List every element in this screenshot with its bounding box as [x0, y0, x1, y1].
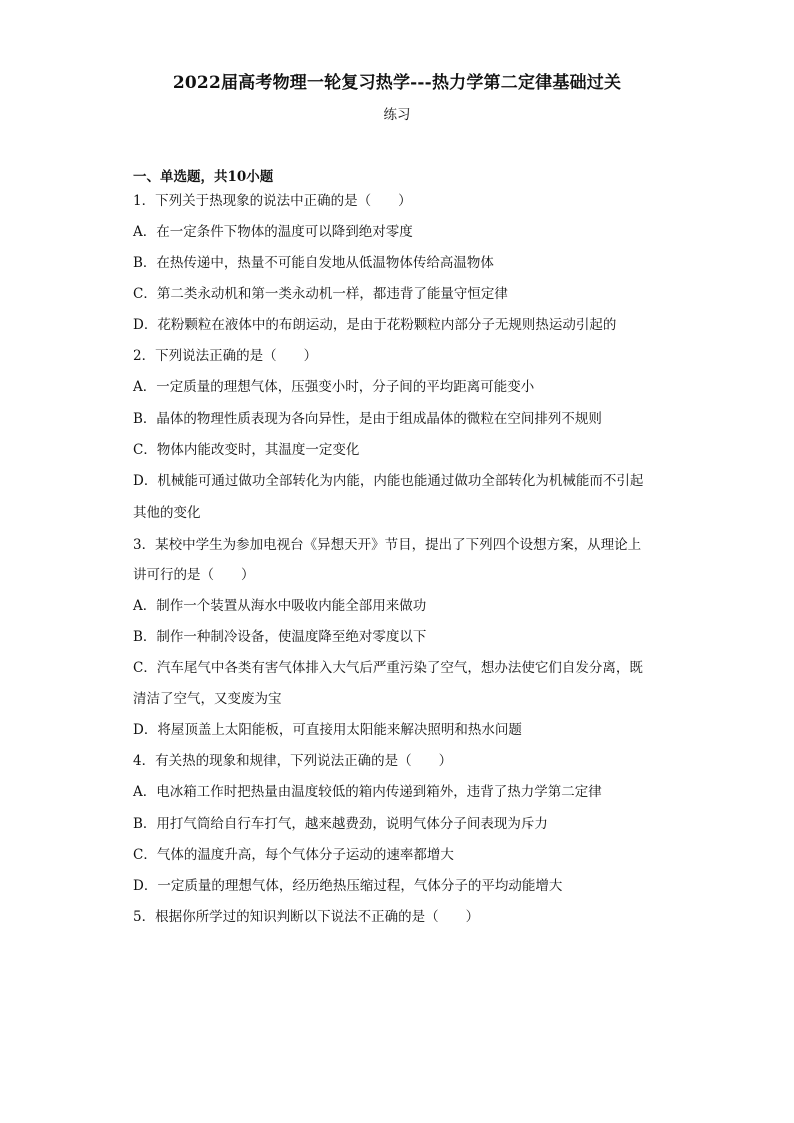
question-1-option-d: D．花粉颗粒在液体中的布朗运动，是由于花粉颗粒内部分子无规则热运动引起的 [133, 317, 617, 333]
question-3-stem-line-2: 讲可行的是（ ） [133, 567, 255, 583]
question-4-option-c: C．气体的温度升高，每个气体分子运动的速率都增大 [133, 847, 454, 863]
question-3-stem-line-1: 3．某校中学生为参加电视台《异想天开》节目，提出了下列四个设想方案，从理论上 [133, 537, 642, 553]
question-3-option-c-line-2: 清洁了空气，又变废为宝 [133, 691, 282, 707]
question-2-option-d-line-1: D．机械能可通过做功全部转化为内能，内能也能通过做功全部转化为机械能而不引起 [133, 473, 644, 489]
question-5-stem-line-1: 5．根据你所学过的知识判断以下说法不正确的是（ ） [133, 909, 480, 925]
question-3-option-a: A．制作一个装置从海水中吸收内能全部用来做功 [133, 598, 427, 614]
question-2-option-d-line-2: 其他的变化 [133, 505, 201, 521]
question-1-option-b: B．在热传递中，热量不可能自发地从低温物体传给高温物体 [133, 255, 494, 271]
question-1-option-c: C．第二类永动机和第一类永动机一样，都违背了能量守恒定律 [133, 286, 508, 302]
question-4-option-d: D．一定质量的理想气体，经历绝热压缩过程，气体分子的平均动能增大 [133, 878, 563, 894]
question-2-stem-line-1: 2．下列说法正确的是（ ） [133, 348, 318, 364]
question-2-option-b: B．晶体的物理性质表现为各向异性，是由于组成晶体的微粒在空间排列不规则 [133, 411, 602, 427]
question-3-option-b: B．制作一种制冷设备，使温度降至绝对零度以下 [133, 629, 427, 645]
question-4-option-b: B．用打气筒给自行车打气，越来越费劲，说明气体分子间表现为斥力 [133, 816, 548, 832]
section-heading: 一、单选题，共10小题 [133, 169, 274, 185]
document-subtitle: 练习 [383, 107, 411, 123]
question-2-option-c: C．物体内能改变时，其温度一定变化 [133, 442, 360, 458]
question-1-stem-line-1: 1．下列关于热现象的说法中正确的是（ ） [133, 193, 412, 209]
question-4-option-a: A．电冰箱工作时把热量由温度较低的箱内传递到箱外，违背了热力学第二定律 [133, 784, 602, 800]
document-title: 2022届高考物理一轮复习热学---热力学第二定律基础过关 [172, 73, 622, 93]
question-1-option-a: A．在一定条件下物体的温度可以降到绝对零度 [133, 224, 413, 240]
question-3-option-d: D．将屋顶盖上太阳能板，可直接用太阳能来解决照明和热水问题 [133, 722, 522, 738]
question-2-option-a: A．一定质量的理想气体，压强变小时，分子间的平均距离可能变小 [133, 379, 535, 395]
question-3-option-c-line-1: C．汽车尾气中各类有害气体排入大气后严重污染了空气，想办法使它们自发分离，既 [133, 660, 643, 676]
question-4-stem-line-1: 4．有关热的现象和规律，下列说法正确的是（ ） [133, 753, 453, 769]
